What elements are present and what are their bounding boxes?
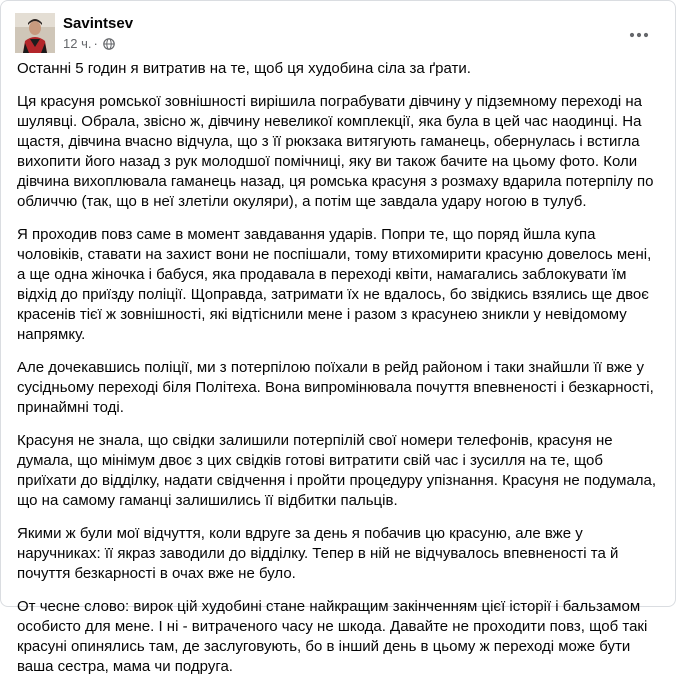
- author-name[interactable]: Savintsev: [63, 15, 134, 32]
- post-timestamp[interactable]: 12 ч.: [63, 36, 92, 51]
- post-paragraph: Красуня не знала, що свідки залишили потерпілій свої номери телефонів, красуня не думала, що мінімум двоє з цих свідків готові витратити свій час і зусилля на те, щоб приїхати до відділку, надати свідчення і пройти процедуру упізнання. Красуня не подумала, що на самому гаманці залишились її відбитки пальців.: [17, 432, 657, 509]
- post-paragraph: Я проходив повз саме в момент завдавання ударів. Попри те, що поряд йшла купа чоловіків, ставати на захист вони не поспішали, тому втихомирити красуню довелось мені, а ще одна жіночка і бабуся, яка продавала в переході квіти, намагались заблокувати їм відхід до приїзду поліції. Щоправда, затримати їх не вдалось, бо звідкись взялись ще двоє красенів тієї ж зовнішності, які відтіснили мене і разом з красунею зникли у невідомому напрямку.: [17, 226, 652, 343]
- meta-separator: ·: [93, 36, 98, 51]
- post-header: [13, 11, 663, 55]
- author-avatar[interactable]: [15, 13, 55, 53]
- more-dots-icon: [629, 32, 649, 38]
- post-paragraph: Ця красуня ромської зовнішності вирішила пограбувати дівчину у підземному переході на шулявці. Обрала, звісно ж, дівчину невеликої комплекції, яка була в цей час наодинці. На щастя, дівчина вчасно відчула, що з її рюкзака витягують гаманець, обернулась і встигла вихопити його назад з рук молодшої помічниці, яку ви також бачите на цьому фото. Коли дівчина вихоплювала гаманець назад, ця ромська красуня з розмаху вдарила потерпілу по обличчю (так, що в неї злетіли окуляри), а потім ще завдала удару ногою в тулуб.: [17, 93, 654, 210]
- avatar-photo: [15, 13, 55, 53]
- globe-icon[interactable]: [103, 38, 115, 50]
- post-paragraph: От чесне слово: вирок цій худобині стане найкращим закінченням цієї історії і бальзамом особисто для мене. І ні - витраченого часу не шкода. Давайте не проходити повз, щоб такі красуні опинялись там, де заслуговують, бо в інший день в цьому ж переході може бути ваша сестра, мама чи подруга.: [17, 598, 648, 675]
- post-meta: [63, 36, 115, 52]
- post-paragraph: Останні 5 годин я витратив на те, щоб ця худобина сіла за ґрати.: [17, 60, 471, 77]
- post-text: [17, 59, 661, 690]
- post-paragraph: Але дочекавшись поліції, ми з потерпілою поїхали в рейд районом і таки знайшли її вже у сусідньому переході біля Політеха. Вона випромінювала почуття впевненості і безкарності, принаймні тоді.: [17, 359, 654, 416]
- more-options-button[interactable]: [621, 17, 657, 53]
- post-paragraph: Якими ж були мої відчуття, коли вдруге за день я побачив цю красуню, але вже у наручниках: її якраз заводили до відділку. Тепер в ній не відчувалось впевненості та й почуття безкарності в очах вже не було.: [17, 525, 619, 582]
